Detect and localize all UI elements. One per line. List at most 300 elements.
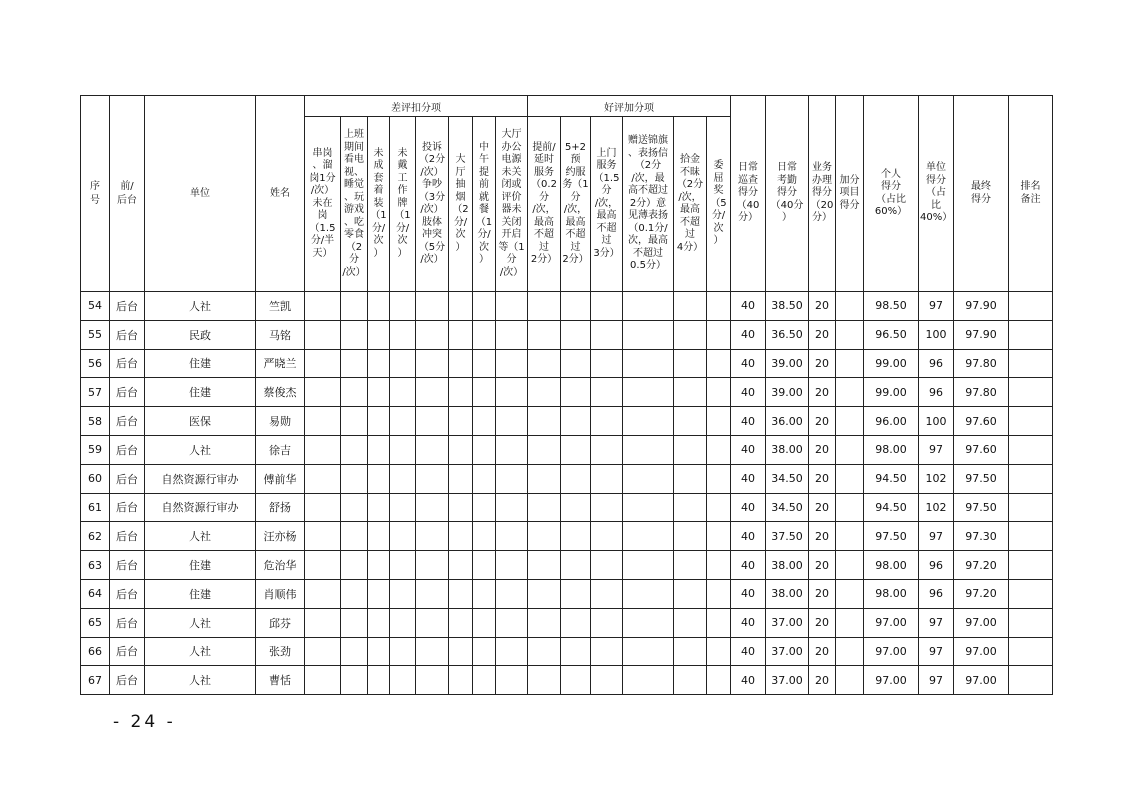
empty-score-cell xyxy=(341,551,368,580)
empty-score-cell xyxy=(390,320,416,349)
empty-score-cell xyxy=(473,493,496,522)
header-bonus-item: 拾金 不昧 （2分 /次， 最高 不超 过 4分） xyxy=(674,117,707,292)
personal-score-cell: 97.50 xyxy=(864,522,919,551)
empty-score-cell xyxy=(416,292,449,321)
empty-score-cell xyxy=(623,435,674,464)
empty-score-cell xyxy=(623,292,674,321)
empty-score-cell xyxy=(591,349,623,378)
empty-score-cell xyxy=(368,608,390,637)
front-back-cell: 后台 xyxy=(110,551,145,580)
business-score-cell: 20 xyxy=(809,493,836,522)
empty-score-cell xyxy=(341,349,368,378)
table-row xyxy=(81,464,1053,493)
table-row xyxy=(81,551,1053,580)
personal-score-cell: 94.50 xyxy=(864,464,919,493)
bonus-score-cell xyxy=(836,292,864,321)
patrol-score-cell: 40 xyxy=(731,378,766,407)
empty-score-cell xyxy=(449,666,473,695)
remark-cell xyxy=(1009,493,1053,522)
empty-score-cell xyxy=(416,435,449,464)
patrol-score-cell: 40 xyxy=(731,464,766,493)
empty-score-cell xyxy=(305,435,341,464)
name-cell: 舒扬 xyxy=(256,493,305,522)
empty-score-cell xyxy=(623,464,674,493)
empty-score-cell xyxy=(449,292,473,321)
name-cell: 蔡俊杰 xyxy=(256,378,305,407)
final-score-cell: 97.30 xyxy=(954,522,1009,551)
personal-score-cell: 98.00 xyxy=(864,435,919,464)
empty-score-cell xyxy=(528,407,561,436)
attendance-score-cell: 34.50 xyxy=(766,464,809,493)
attendance-score-cell: 39.00 xyxy=(766,378,809,407)
header-penalty-item: 中 午 提 前 就 餐 （1 分/ 次 ） xyxy=(473,117,496,292)
empty-score-cell xyxy=(449,522,473,551)
table-row xyxy=(81,637,1053,666)
header-unit: 单位 xyxy=(145,96,256,292)
empty-score-cell xyxy=(623,608,674,637)
empty-score-cell xyxy=(473,435,496,464)
seq-cell: 64 xyxy=(81,579,110,608)
final-score-cell: 97.80 xyxy=(954,349,1009,378)
empty-score-cell xyxy=(368,292,390,321)
empty-score-cell xyxy=(390,608,416,637)
business-score-cell: 20 xyxy=(809,349,836,378)
empty-score-cell xyxy=(496,320,528,349)
empty-score-cell xyxy=(368,407,390,436)
empty-score-cell xyxy=(707,349,731,378)
empty-score-cell xyxy=(591,378,623,407)
final-score-cell: 97.50 xyxy=(954,464,1009,493)
empty-score-cell xyxy=(496,292,528,321)
front-back-cell: 后台 xyxy=(110,637,145,666)
empty-score-cell xyxy=(305,292,341,321)
attendance-score-cell: 37.00 xyxy=(766,608,809,637)
final-score-cell: 97.50 xyxy=(954,493,1009,522)
bonus-score-cell xyxy=(836,608,864,637)
empty-score-cell xyxy=(623,349,674,378)
empty-score-cell xyxy=(449,464,473,493)
empty-score-cell xyxy=(528,493,561,522)
empty-score-cell xyxy=(674,608,707,637)
remark-cell xyxy=(1009,666,1053,695)
empty-score-cell xyxy=(528,551,561,580)
bonus-score-cell xyxy=(836,522,864,551)
empty-score-cell xyxy=(591,522,623,551)
seq-cell: 61 xyxy=(81,493,110,522)
header-penalty-item: 串岗 、溜 岗1分 /次） 未在 岗 （1.5 分/半 天） xyxy=(305,117,341,292)
name-cell: 张劲 xyxy=(256,637,305,666)
attendance-score-cell: 36.50 xyxy=(766,320,809,349)
empty-score-cell xyxy=(707,292,731,321)
empty-score-cell xyxy=(341,407,368,436)
patrol-score-cell: 40 xyxy=(731,551,766,580)
empty-score-cell xyxy=(561,637,591,666)
empty-score-cell xyxy=(416,637,449,666)
final-score-cell: 97.20 xyxy=(954,551,1009,580)
empty-score-cell xyxy=(473,464,496,493)
unit-score-cell: 97 xyxy=(919,666,954,695)
empty-score-cell xyxy=(416,493,449,522)
attendance-score-cell: 38.00 xyxy=(766,551,809,580)
empty-score-cell xyxy=(496,435,528,464)
empty-score-cell xyxy=(591,551,623,580)
table-row xyxy=(81,320,1053,349)
personal-score-cell: 96.00 xyxy=(864,407,919,436)
attendance-score-cell: 36.00 xyxy=(766,407,809,436)
empty-score-cell xyxy=(528,608,561,637)
remark-cell xyxy=(1009,608,1053,637)
empty-score-cell xyxy=(674,579,707,608)
empty-score-cell xyxy=(674,666,707,695)
empty-score-cell xyxy=(473,320,496,349)
attendance-score-cell: 39.00 xyxy=(766,349,809,378)
unit-cell: 人社 xyxy=(145,435,256,464)
seq-cell: 63 xyxy=(81,551,110,580)
empty-score-cell xyxy=(390,378,416,407)
business-score-cell: 20 xyxy=(809,407,836,436)
empty-score-cell xyxy=(623,579,674,608)
empty-score-cell xyxy=(449,551,473,580)
empty-score-cell xyxy=(623,637,674,666)
personal-score-cell: 94.50 xyxy=(864,493,919,522)
empty-score-cell xyxy=(390,579,416,608)
front-back-cell: 后台 xyxy=(110,292,145,321)
empty-score-cell xyxy=(368,579,390,608)
front-back-cell: 后台 xyxy=(110,522,145,551)
empty-score-cell xyxy=(591,637,623,666)
empty-score-cell xyxy=(305,666,341,695)
personal-score-cell: 96.50 xyxy=(864,320,919,349)
empty-score-cell xyxy=(591,320,623,349)
header-penalty-item: 大 厅 抽 烟 （2 分/ 次 ） xyxy=(449,117,473,292)
unit-cell: 住建 xyxy=(145,579,256,608)
table-row xyxy=(81,349,1053,378)
empty-score-cell xyxy=(368,435,390,464)
empty-score-cell xyxy=(473,551,496,580)
empty-score-cell xyxy=(390,292,416,321)
unit-score-cell: 100 xyxy=(919,407,954,436)
empty-score-cell xyxy=(528,522,561,551)
remark-cell xyxy=(1009,378,1053,407)
empty-score-cell xyxy=(591,579,623,608)
unit-cell: 住建 xyxy=(145,551,256,580)
final-score-cell: 97.00 xyxy=(954,666,1009,695)
empty-score-cell xyxy=(707,551,731,580)
empty-score-cell xyxy=(305,464,341,493)
header-daily-attendance: 日常 考勤 得分 （40分 ） xyxy=(766,96,809,292)
empty-score-cell xyxy=(368,666,390,695)
business-score-cell: 20 xyxy=(809,464,836,493)
front-back-cell: 后台 xyxy=(110,608,145,637)
empty-score-cell xyxy=(528,435,561,464)
front-back-cell: 后台 xyxy=(110,493,145,522)
empty-score-cell xyxy=(341,464,368,493)
empty-score-cell xyxy=(341,378,368,407)
empty-score-cell xyxy=(473,292,496,321)
empty-score-cell xyxy=(368,464,390,493)
empty-score-cell xyxy=(416,320,449,349)
empty-score-cell xyxy=(496,579,528,608)
empty-score-cell xyxy=(305,551,341,580)
empty-score-cell xyxy=(561,608,591,637)
empty-score-cell xyxy=(341,666,368,695)
unit-score-cell: 97 xyxy=(919,608,954,637)
final-score-cell: 97.60 xyxy=(954,435,1009,464)
empty-score-cell xyxy=(561,320,591,349)
empty-score-cell xyxy=(473,407,496,436)
empty-score-cell xyxy=(496,637,528,666)
business-score-cell: 20 xyxy=(809,666,836,695)
empty-score-cell xyxy=(674,522,707,551)
empty-score-cell xyxy=(341,637,368,666)
empty-score-cell xyxy=(707,493,731,522)
empty-score-cell xyxy=(591,493,623,522)
business-score-cell: 20 xyxy=(809,579,836,608)
header-penalty-item: 未 戴 工 作 牌 （1 分/ 次 ） xyxy=(390,117,416,292)
header-bonus-item: 提前/ 延时 服务 （0.2 分 /次， 最高 不超 过 2分） xyxy=(528,117,561,292)
empty-score-cell xyxy=(416,551,449,580)
unit-cell: 自然资源行审办 xyxy=(145,493,256,522)
empty-score-cell xyxy=(449,349,473,378)
empty-score-cell xyxy=(473,637,496,666)
empty-score-cell xyxy=(368,522,390,551)
empty-score-cell xyxy=(305,320,341,349)
empty-score-cell xyxy=(561,349,591,378)
header-remark: 排名 备注 xyxy=(1009,96,1053,292)
remark-cell xyxy=(1009,407,1053,436)
remark-cell xyxy=(1009,522,1053,551)
empty-score-cell xyxy=(390,637,416,666)
empty-score-cell xyxy=(707,435,731,464)
score-table xyxy=(80,95,1053,695)
bonus-score-cell xyxy=(836,666,864,695)
patrol-score-cell: 40 xyxy=(731,666,766,695)
front-back-cell: 后台 xyxy=(110,378,145,407)
table-row xyxy=(81,666,1053,695)
empty-score-cell xyxy=(623,320,674,349)
unit-cell: 自然资源行审办 xyxy=(145,464,256,493)
personal-score-cell: 99.00 xyxy=(864,349,919,378)
empty-score-cell xyxy=(368,493,390,522)
unit-score-cell: 97 xyxy=(919,522,954,551)
empty-score-cell xyxy=(591,407,623,436)
empty-score-cell xyxy=(305,407,341,436)
front-back-cell: 后台 xyxy=(110,349,145,378)
unit-score-cell: 97 xyxy=(919,292,954,321)
seq-cell: 65 xyxy=(81,608,110,637)
empty-score-cell xyxy=(561,464,591,493)
empty-score-cell xyxy=(496,522,528,551)
empty-score-cell xyxy=(674,464,707,493)
final-score-cell: 97.00 xyxy=(954,608,1009,637)
front-back-cell: 后台 xyxy=(110,435,145,464)
seq-cell: 66 xyxy=(81,637,110,666)
header-bonus-item: 5+2预 约服 务（1 分 /次， 最高 不超 过 2分） xyxy=(561,117,591,292)
empty-score-cell xyxy=(674,292,707,321)
empty-score-cell xyxy=(561,579,591,608)
patrol-score-cell: 40 xyxy=(731,579,766,608)
table-row xyxy=(81,493,1053,522)
header-bonus-item: 赠送锦旗 、表扬信 （2分 /次，最 高不超过 2分）意 见薄表扬 （0.1分/ 次，最高 不超过 0.5分） xyxy=(623,117,674,292)
seq-cell: 54 xyxy=(81,292,110,321)
empty-score-cell xyxy=(561,378,591,407)
unit-score-cell: 102 xyxy=(919,493,954,522)
empty-score-cell xyxy=(368,551,390,580)
patrol-score-cell: 40 xyxy=(731,349,766,378)
empty-score-cell xyxy=(561,435,591,464)
empty-score-cell xyxy=(623,522,674,551)
unit-cell: 人社 xyxy=(145,608,256,637)
attendance-score-cell: 37.00 xyxy=(766,637,809,666)
name-cell: 傅前华 xyxy=(256,464,305,493)
remark-cell xyxy=(1009,464,1053,493)
empty-score-cell xyxy=(623,407,674,436)
empty-score-cell xyxy=(623,551,674,580)
empty-score-cell xyxy=(341,292,368,321)
empty-score-cell xyxy=(496,378,528,407)
empty-score-cell xyxy=(561,522,591,551)
business-score-cell: 20 xyxy=(809,292,836,321)
seq-cell: 58 xyxy=(81,407,110,436)
table-row xyxy=(81,292,1053,321)
name-cell: 危治华 xyxy=(256,551,305,580)
empty-score-cell xyxy=(473,608,496,637)
empty-score-cell xyxy=(473,666,496,695)
empty-score-cell xyxy=(390,551,416,580)
header-penalty-item: 投诉 （2分 /次） 争吵 （3分 /次） 肢体 冲突 （5分 /次） xyxy=(416,117,449,292)
header-bonus-item: 委 屈 奖 （5 分/ 次 ） xyxy=(707,117,731,292)
patrol-score-cell: 40 xyxy=(731,522,766,551)
table-body xyxy=(81,292,1053,695)
unit-score-cell: 100 xyxy=(919,320,954,349)
remark-cell xyxy=(1009,435,1053,464)
empty-score-cell xyxy=(341,493,368,522)
name-cell: 易勋 xyxy=(256,407,305,436)
empty-score-cell xyxy=(674,378,707,407)
unit-score-cell: 96 xyxy=(919,579,954,608)
empty-score-cell xyxy=(496,407,528,436)
empty-score-cell xyxy=(561,666,591,695)
empty-score-cell xyxy=(416,378,449,407)
header-bonus-score: 加分 项目 得分 xyxy=(836,96,864,292)
attendance-score-cell: 38.00 xyxy=(766,579,809,608)
business-score-cell: 20 xyxy=(809,608,836,637)
remark-cell xyxy=(1009,551,1053,580)
empty-score-cell xyxy=(368,320,390,349)
empty-score-cell xyxy=(473,579,496,608)
final-score-cell: 97.90 xyxy=(954,292,1009,321)
attendance-score-cell: 38.00 xyxy=(766,435,809,464)
unit-score-cell: 96 xyxy=(919,349,954,378)
name-cell: 马铭 xyxy=(256,320,305,349)
patrol-score-cell: 40 xyxy=(731,407,766,436)
unit-cell: 住建 xyxy=(145,378,256,407)
name-cell: 汪亦杨 xyxy=(256,522,305,551)
business-score-cell: 20 xyxy=(809,551,836,580)
empty-score-cell xyxy=(674,407,707,436)
empty-score-cell xyxy=(449,493,473,522)
table-row xyxy=(81,522,1053,551)
empty-score-cell xyxy=(496,349,528,378)
seq-cell: 60 xyxy=(81,464,110,493)
header-front-back: 前/ 后台 xyxy=(110,96,145,292)
unit-cell: 民政 xyxy=(145,320,256,349)
patrol-score-cell: 40 xyxy=(731,608,766,637)
name-cell: 邱芬 xyxy=(256,608,305,637)
empty-score-cell xyxy=(496,464,528,493)
empty-score-cell xyxy=(368,637,390,666)
header-final: 最终 得分 xyxy=(954,96,1009,292)
name-cell: 曹恬 xyxy=(256,666,305,695)
name-cell: 徐吉 xyxy=(256,435,305,464)
empty-score-cell xyxy=(341,522,368,551)
empty-score-cell xyxy=(528,637,561,666)
empty-score-cell xyxy=(390,464,416,493)
empty-score-cell xyxy=(623,666,674,695)
front-back-cell: 后台 xyxy=(110,666,145,695)
attendance-score-cell: 37.00 xyxy=(766,666,809,695)
patrol-score-cell: 40 xyxy=(731,292,766,321)
remark-cell xyxy=(1009,637,1053,666)
attendance-score-cell: 38.50 xyxy=(766,292,809,321)
business-score-cell: 20 xyxy=(809,522,836,551)
empty-score-cell xyxy=(416,608,449,637)
patrol-score-cell: 40 xyxy=(731,435,766,464)
table-row xyxy=(81,378,1053,407)
empty-score-cell xyxy=(623,493,674,522)
empty-score-cell xyxy=(561,551,591,580)
seq-cell: 57 xyxy=(81,378,110,407)
patrol-score-cell: 40 xyxy=(731,320,766,349)
personal-score-cell: 98.00 xyxy=(864,551,919,580)
seq-cell: 67 xyxy=(81,666,110,695)
empty-score-cell xyxy=(473,349,496,378)
empty-score-cell xyxy=(528,378,561,407)
unit-cell: 人社 xyxy=(145,637,256,666)
header-personal: 个人 得分 （占比 60%） xyxy=(864,96,919,292)
empty-score-cell xyxy=(528,464,561,493)
empty-score-cell xyxy=(416,522,449,551)
attendance-score-cell: 37.50 xyxy=(766,522,809,551)
empty-score-cell xyxy=(496,551,528,580)
empty-score-cell xyxy=(416,579,449,608)
empty-score-cell xyxy=(449,320,473,349)
empty-score-cell xyxy=(341,435,368,464)
unit-score-cell: 97 xyxy=(919,637,954,666)
empty-score-cell xyxy=(674,551,707,580)
empty-score-cell xyxy=(416,666,449,695)
bonus-score-cell xyxy=(836,407,864,436)
unit-score-cell: 96 xyxy=(919,378,954,407)
remark-cell xyxy=(1009,579,1053,608)
empty-score-cell xyxy=(707,579,731,608)
empty-score-cell xyxy=(449,608,473,637)
header-penalty-item: 上班 期间 看电 视、 睡觉 、玩 游戏 、吃 零食 （2分 /次） xyxy=(341,117,368,292)
empty-score-cell xyxy=(473,522,496,551)
empty-score-cell xyxy=(305,608,341,637)
table-row xyxy=(81,579,1053,608)
empty-score-cell xyxy=(390,493,416,522)
empty-score-cell xyxy=(561,493,591,522)
empty-score-cell xyxy=(305,637,341,666)
name-cell: 严晓兰 xyxy=(256,349,305,378)
unit-cell: 人社 xyxy=(145,292,256,321)
empty-score-cell xyxy=(390,407,416,436)
front-back-cell: 后台 xyxy=(110,464,145,493)
seq-cell: 55 xyxy=(81,320,110,349)
empty-score-cell xyxy=(528,320,561,349)
header-unit-score: 单位 得分 （占 比 40%） xyxy=(919,96,954,292)
